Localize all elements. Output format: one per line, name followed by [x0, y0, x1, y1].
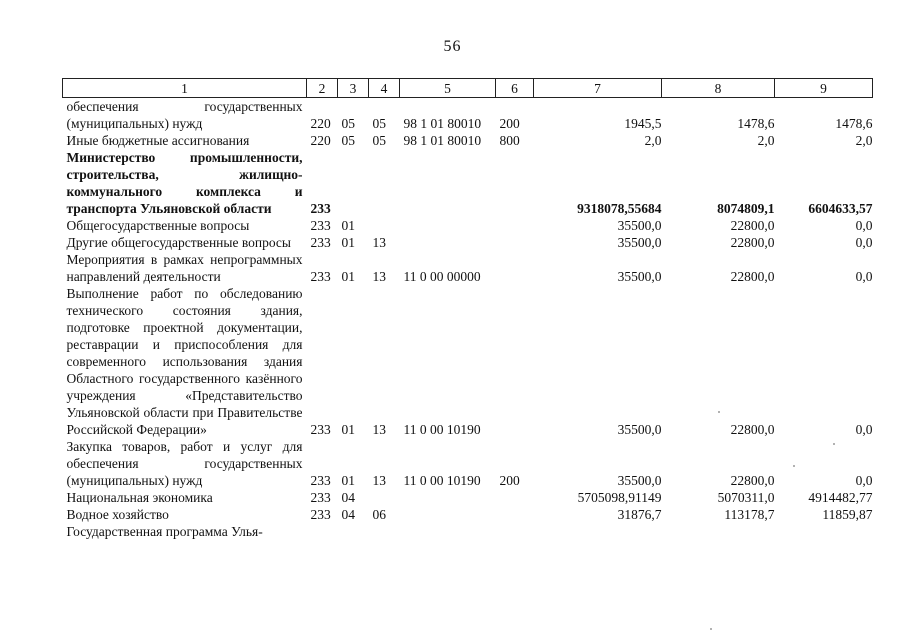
amount-col8: 22800,0: [730, 473, 775, 488]
column-header: 7: [534, 79, 662, 98]
code-expense-type: [496, 217, 534, 234]
page-number: 56: [443, 38, 462, 55]
row-name: обеспечения государственных (муниципальных) нужд: [66, 99, 303, 131]
code-expense-type: [496, 523, 534, 540]
amount-col7: 1945,5: [624, 116, 662, 131]
amount-col8: 5070311,0: [717, 490, 775, 505]
code-subsection: 05: [372, 116, 386, 131]
code-expense-type: [496, 285, 534, 438]
amount-col7: 35500,0: [617, 269, 662, 284]
scan-speck: [710, 628, 712, 630]
table-row: [63, 438, 873, 489]
code-section: 04: [341, 507, 355, 522]
code-target: [400, 489, 496, 506]
code-subsection: 05: [372, 133, 386, 148]
code-section: 01: [341, 473, 355, 488]
code-section: 05: [341, 116, 355, 131]
amount-col9: 0,0: [855, 235, 873, 250]
code-target: 11 0 00 00000: [403, 269, 481, 284]
budget-table: [62, 78, 873, 540]
code-ministry: 233: [310, 218, 331, 233]
row-name: Мероприятия в рамках непрограммных направлений деятельности: [66, 252, 303, 284]
column-header: 1: [63, 79, 307, 98]
column-header: 5: [400, 79, 496, 98]
code-target: [400, 234, 496, 251]
code-subsection: [369, 489, 400, 506]
amount-col7: 35500,0: [617, 422, 662, 437]
code-expense-type: [496, 234, 534, 251]
code-subsection: 13: [372, 269, 386, 284]
code-ministry: 220: [310, 116, 331, 131]
code-subsection: [369, 149, 400, 217]
amount-col7: 35500,0: [617, 218, 662, 233]
row-name: Другие общегосударственные вопросы: [66, 235, 291, 250]
code-ministry: 233: [310, 269, 331, 284]
table-row: [63, 523, 873, 540]
row-name: Государственная программа Улья-: [66, 524, 263, 539]
code-ministry: 233: [310, 422, 331, 437]
code-section: 01: [341, 269, 355, 284]
amount-col8: 22800,0: [730, 235, 775, 250]
code-expense-type: 200: [499, 473, 520, 488]
scan-speck: [793, 465, 795, 467]
code-target: 11 0 00 10190: [403, 473, 481, 488]
table-row: [63, 149, 873, 217]
amount-col7: 2,0: [644, 133, 662, 148]
code-section: [338, 149, 369, 217]
amount-col8: 1478,6: [737, 116, 775, 131]
code-ministry: 233: [310, 473, 331, 488]
amount-col7: 9318078,55684: [577, 201, 662, 216]
amount-col9: 0,0: [855, 218, 873, 233]
code-section: 01: [341, 218, 355, 233]
table-header: [63, 79, 873, 98]
code-target: [400, 523, 496, 540]
table-row: [63, 489, 873, 506]
code-section: 01: [341, 422, 355, 437]
code-target: [400, 217, 496, 234]
table-row: [63, 506, 873, 523]
row-name: Закупка товаров, работ и услуг для обеспечения государственных (муниципальных) нужд: [66, 439, 303, 488]
column-header: 8: [662, 79, 775, 98]
amount-col9: [775, 523, 873, 540]
table-row: [63, 285, 873, 438]
column-header: 3: [338, 79, 369, 98]
amount-col8: 2,0: [757, 133, 775, 148]
table-body: [63, 98, 873, 541]
row-name: Выполнение работ по обследованию технического состояния здания, подготовке проектной документации, реставрации и приспособления для современного использования здания Областного государственного казённого учреждения «Представительство Ульяновской области при Правительстве Российской Федерации»: [66, 286, 303, 437]
row-name: Водное хозяйство: [66, 507, 169, 522]
table-row: [63, 251, 873, 285]
row-name: Министерство промышленности, строительства, жилищно-коммунального комплекса и транспорта Ульяновской области: [66, 150, 303, 216]
amount-col9: 1478,6: [835, 116, 873, 131]
code-section: 01: [341, 235, 355, 250]
code-ministry: [307, 523, 338, 540]
table-row: [63, 132, 873, 149]
amount-col8: 22800,0: [730, 218, 775, 233]
header-row: [63, 79, 873, 98]
code-subsection: [369, 217, 400, 234]
code-subsection: 13: [372, 473, 386, 488]
code-target: 98 1 01 80010: [403, 133, 482, 148]
amount-col9: 0,0: [855, 473, 873, 488]
column-header: 4: [369, 79, 400, 98]
table-row: [63, 98, 873, 133]
code-section: 04: [341, 490, 355, 505]
code-ministry: 233: [310, 507, 331, 522]
code-target: [400, 506, 496, 523]
amount-col9: 11859,87: [822, 507, 873, 522]
amount-col9: 0,0: [855, 269, 873, 284]
amount-col7: 35500,0: [617, 235, 662, 250]
amount-col9: 0,0: [855, 422, 873, 437]
amount-col9: 6604633,57: [808, 201, 873, 216]
amount-col8: [662, 523, 775, 540]
column-header: 2: [307, 79, 338, 98]
code-section: 05: [341, 133, 355, 148]
amount-col7: [534, 523, 662, 540]
code-ministry: 233: [310, 235, 331, 250]
scan-speck: [833, 443, 835, 445]
row-name: Общегосударственные вопросы: [66, 218, 250, 233]
scan-speck: [718, 411, 720, 413]
code-expense-type: [496, 489, 534, 506]
code-expense-type: [496, 251, 534, 285]
code-section: [338, 523, 369, 540]
code-target: 11 0 00 10190: [403, 422, 481, 437]
code-subsection: [369, 523, 400, 540]
code-ministry: 233: [310, 201, 331, 216]
row-name: Иные бюджетные ассигнования: [66, 133, 250, 148]
code-subsection: 13: [372, 235, 386, 250]
column-header: 9: [775, 79, 873, 98]
table-row: [63, 234, 873, 251]
code-expense-type: [496, 149, 534, 217]
code-subsection: 13: [372, 422, 386, 437]
code-ministry: 233: [310, 490, 331, 505]
code-target: [400, 149, 496, 217]
code-subsection: 06: [372, 507, 386, 522]
amount-col9: 4914482,77: [808, 490, 873, 505]
table-row: [63, 217, 873, 234]
amount-col8: 22800,0: [730, 422, 775, 437]
code-expense-type: 800: [499, 133, 520, 148]
code-ministry: 220: [310, 133, 331, 148]
amount-col7: 5705098,91149: [577, 490, 662, 505]
code-target: 98 1 01 80010: [403, 116, 482, 131]
code-expense-type: 200: [499, 116, 520, 131]
row-name: Национальная экономика: [66, 490, 213, 505]
code-expense-type: [496, 506, 534, 523]
column-header: 6: [496, 79, 534, 98]
amount-col8: 8074809,1: [717, 201, 775, 216]
amount-col9: 2,0: [855, 133, 873, 148]
amount-col7: 31876,7: [617, 507, 662, 522]
amount-col8: 113178,7: [724, 507, 775, 522]
amount-col7: 35500,0: [617, 473, 662, 488]
amount-col8: 22800,0: [730, 269, 775, 284]
